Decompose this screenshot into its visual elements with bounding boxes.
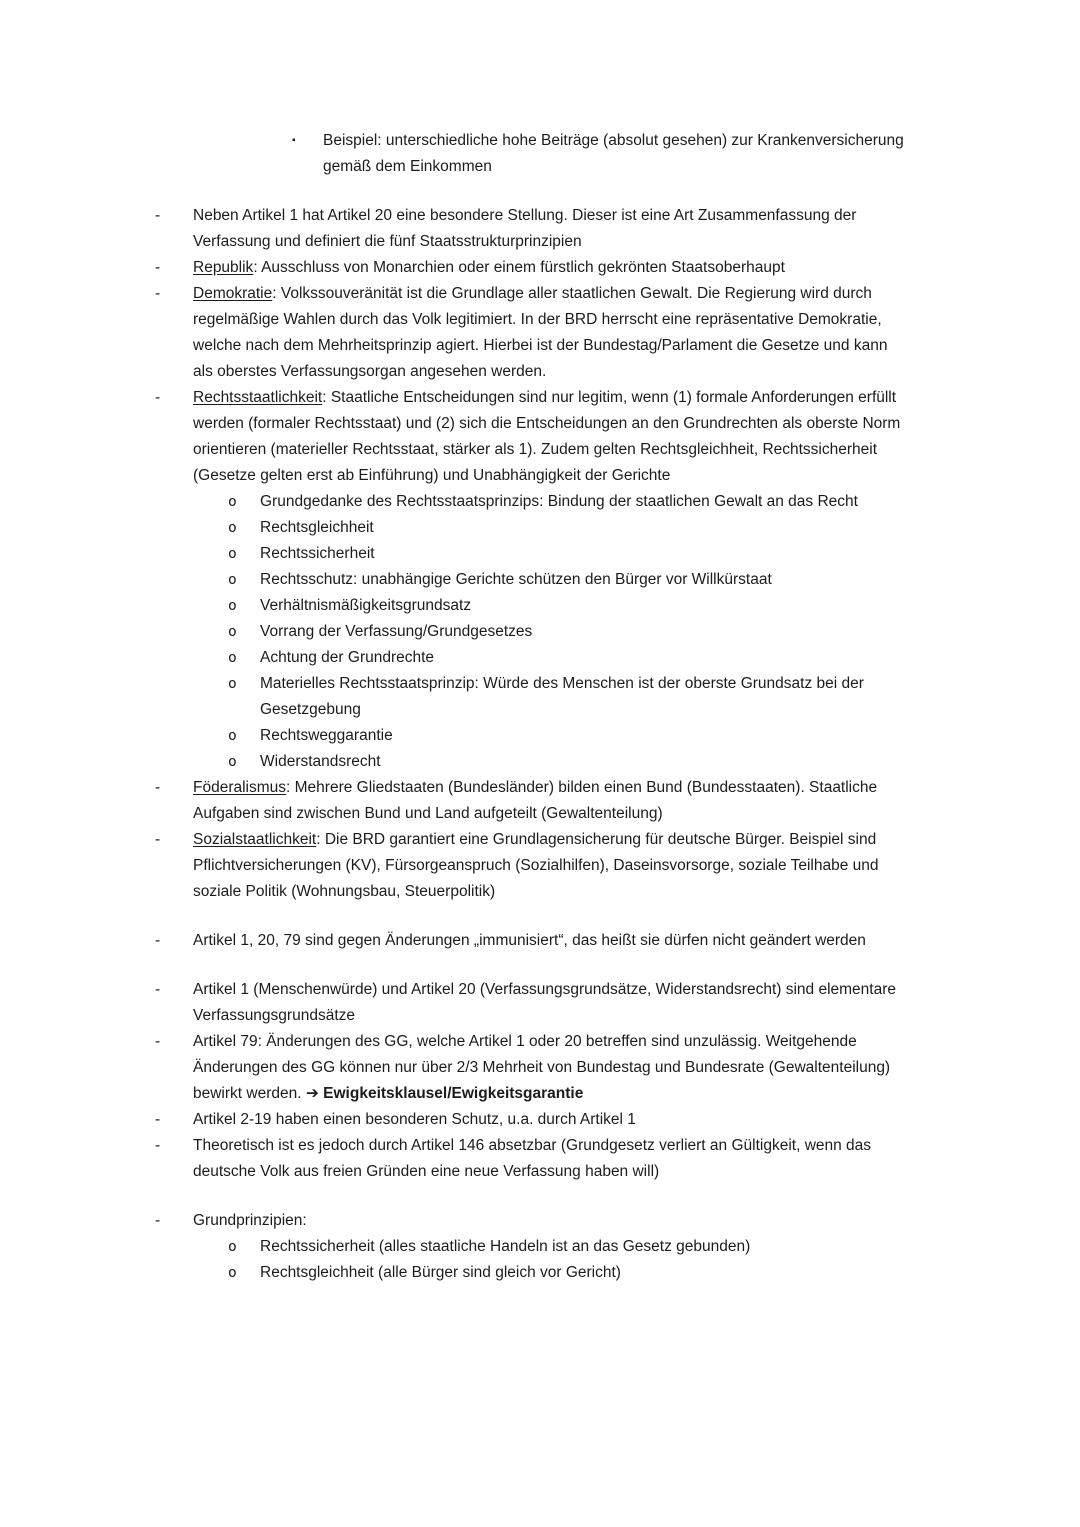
text-run: Artikel 1, 20, 79 sind gegen Änderungen „immunisiert“, das heißt sie dürfen nicht geändert werden [193,932,866,949]
bullet-dash-icon: - [155,1033,161,1050]
bullet-circle-icon: o [228,676,237,692]
paragraph-spacer [155,180,906,203]
list-item [228,645,906,671]
bullet-circle-icon: o [228,650,237,666]
list-item-text [193,281,906,385]
list-item-text [193,385,906,489]
bullet-circle-icon: o [228,728,237,744]
text-run: : Volkssouveränität ist die Grundlage aller staatlichen Gewalt. Die Regierung wird durch regelmäßige Wahlen durch das Volk legitimiert. In der BRD herrscht eine repräsentative Demokratie, welche nach dem Mehrheitsprinzip agiert. Hierbei ist der Bundestag/Parlament die Gesetze und kann als oberstes Verfassungsorgan angesehen werden. [193,285,888,380]
bullet-dash-icon: - [155,779,161,796]
bullet-circle-icon: o [228,494,237,510]
list-item-text [193,1029,906,1107]
text-run: : Staatliche Entscheidungen sind nur legitim, wenn (1) formale Anforderungen erfüllt werden (formaler Rechtsstaat) und (2) sich die Entscheidungen an den Grundrechten als oberste Norm orientieren (materieller Rechtsstaat, stärker als 1). Zudem gelten Rechtsgleichheit, Rechtssicherheit (Gesetze gelten erst ab Einführung) und Unabhängigkeit der Gerichte [193,389,901,484]
text-run: Grundprinzipien: [193,1212,307,1229]
arrow-right-icon: ➔ [305,1085,319,1102]
list-item-text [260,723,906,749]
list-item-text [193,827,906,905]
text-run: Rechtsgleichheit (alle Bürger sind gleich vor Gericht) [260,1264,621,1281]
bullet-circle-icon: o [228,572,237,588]
text-run: Rechtsweggarantie [260,727,393,744]
bullet-circle-icon: o [228,546,237,562]
text-run: Föderalismus [193,779,287,796]
list-item-text [323,128,906,180]
list-item [228,567,906,593]
bullet-circle-icon: o [228,624,237,640]
list-item [155,1029,906,1107]
list-item [155,281,906,385]
list-item [228,671,906,723]
text-run: Artikel 79: Änderungen des GG, welche Artikel 1 oder 20 betreffen sind unzulässig. Weitgehende Änderungen des GG können nur über 2/3 Mehrheit von Bundestag und Bundesrate (Gewaltenteilung) bewirkt werden. [193,1033,891,1102]
list-item-text [193,977,906,1029]
bullet-circle-icon: o [228,598,237,614]
list-item [228,1234,906,1260]
list-item-text [260,671,906,723]
list-item [228,515,906,541]
list-item-text [193,1208,906,1234]
list-item [228,749,906,775]
bullet-dash-icon: - [155,1212,161,1229]
bullet-circle-icon: o [228,1239,237,1255]
text-run: Materielles Rechtsstaatsprinzip: Würde des Menschen ist der oberste Grundsatz bei der Gesetzgebung [260,675,864,718]
text-run: : Mehrere Gliedstaaten (Bundesländer) bilden einen Bund (Bundesstaaten). Staatliche Aufgaben sind zwischen Bund und Land aufgeteilt (Gewaltenteilung) [193,779,878,822]
text-run: Verhältnismäßigkeitsgrundsatz [260,597,472,614]
list-item-text [193,1107,906,1133]
list-item [155,1133,906,1185]
list-item-text [260,645,906,671]
list-item [228,489,906,515]
bullet-dash-icon: - [155,1111,161,1128]
bullet-dash-icon: - [155,389,161,406]
bullet-dash-icon: - [155,207,161,224]
text-run: Rechtssicherheit (alles staatliche Handeln ist an das Gesetz gebunden) [260,1238,751,1255]
text-run: Beispiel: unterschiedliche hohe Beiträge (absolut gesehen) zur Krankenversicherung gemäß dem Einkommen [323,132,904,175]
text-run: Ewigkeitsklausel/Ewigkeitsgarantie [318,1085,584,1102]
list-item [155,1107,906,1133]
list-item-text [260,489,906,515]
list-item [228,723,906,749]
list-item [228,1260,906,1286]
text-run: Achtung der Grundrechte [260,649,435,666]
paragraph-spacer [155,954,906,977]
list-item-text [193,203,906,255]
list-item [155,255,906,281]
list-item [155,775,906,827]
bullet-dash-icon: - [155,981,161,998]
text-run: Rechtsgleichheit [260,519,374,536]
bullet-dash-icon: - [155,285,161,302]
text-run: Artikel 2-19 haben einen besonderen Schutz, u.a. durch Artikel 1 [193,1111,636,1128]
bullet-circle-icon: o [228,1265,237,1281]
list-item-text [260,593,906,619]
text-run: Sozialstaatlichkeit [193,831,317,848]
list-item-text [193,255,906,281]
list-item-text [260,1234,906,1260]
bullet-dash-icon: - [155,259,161,276]
list-item [155,1208,906,1234]
list-item [155,928,906,954]
bullet-dash-icon: - [155,831,161,848]
bullet-square-icon: ▪ [292,135,296,146]
list-item [228,593,906,619]
list-item-text [193,928,906,954]
text-run: Rechtssicherheit [260,545,375,562]
bullet-circle-icon: o [228,754,237,770]
text-run: : Die BRD garantiert eine Grundlagensicherung für deutsche Bürger. Beispiel sind Pflichtversicherungen (KV), Fürsorgeanspruch (Sozialhilfen), Daseinsvorsorge, soziale Teilhabe und soziale Politik (Wohnungsbau, Steuerpolitik) [193,831,879,900]
list-item [228,541,906,567]
list-item [155,203,906,255]
document-body [155,128,906,1286]
list-item-text [260,619,906,645]
text-run: Widerstandsrecht [260,753,381,770]
paragraph-spacer [155,1185,906,1208]
text-run: Vorrang der Verfassung/Grundgesetzes [260,623,533,640]
list-item-text [193,1133,906,1185]
list-item-text [260,541,906,567]
list-item [155,977,906,1029]
list-item-text [260,1260,906,1286]
list-item [155,827,906,905]
list-item-text [260,515,906,541]
bullet-dash-icon: - [155,1137,161,1154]
text-run: Neben Artikel 1 hat Artikel 20 eine besondere Stellung. Dieser ist eine Art Zusammenfassung der Verfassung und definiert die fünf Staatsstrukturprinzipien [193,207,857,250]
list-item [228,619,906,645]
text-run: Rechtsschutz: unabhängige Gerichte schützen den Bürger vor Willkürstaat [260,571,772,588]
list-item-text [260,567,906,593]
text-run: Theoretisch ist es jedoch durch Artikel 146 absetzbar (Grundgesetz verliert an Gültigkeit, wenn das deutsche Volk aus freien Gründen eine neue Verfassung haben will) [193,1137,872,1180]
text-run: Artikel 1 (Menschenwürde) und Artikel 20 (Verfassungsgrundsätze, Widerstandsrecht) sind elementare Verfassungsgrundsätze [193,981,897,1024]
text-run: Republik [193,259,254,276]
text-run: Rechtsstaatlichkeit [193,389,323,406]
bullet-circle-icon: o [228,520,237,536]
list-item [292,128,906,180]
text-run: Demokratie [193,285,273,302]
list-item [155,385,906,489]
list-item-text [260,749,906,775]
bullet-dash-icon: - [155,932,161,949]
text-run: Grundgedanke des Rechtsstaatsprinzips: Bindung der staatlichen Gewalt an das Recht [260,493,858,510]
paragraph-spacer [155,905,906,928]
list-item-text [193,775,906,827]
text-run: : Ausschluss von Monarchien oder einem fürstlich gekrönten Staatsoberhaupt [253,259,785,276]
